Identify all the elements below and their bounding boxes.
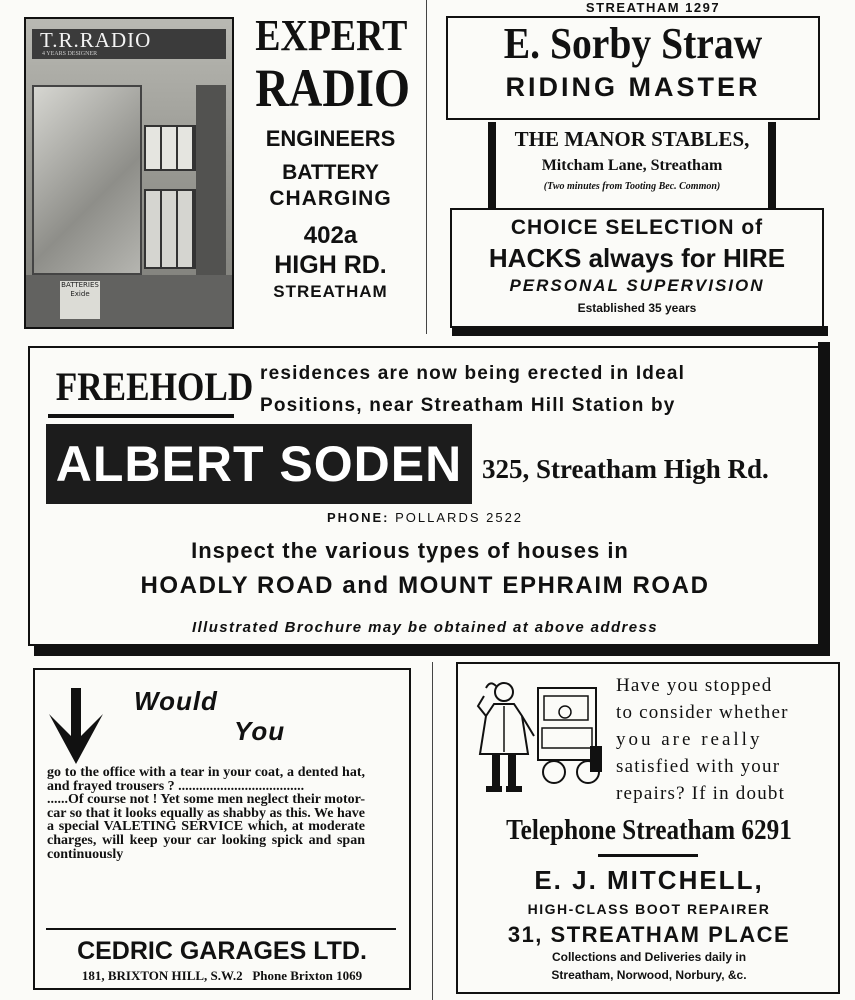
radio-headline-1: EXPERT [255, 11, 408, 60]
garage-company: CEDRIC GARAGES LTD. [77, 937, 367, 965]
window-panes [144, 125, 196, 171]
radio-battery: BATTERY [282, 161, 379, 184]
freehold-phone-label: PHONE: [326, 510, 390, 525]
repair-name: E. J. MITCHELL, [534, 865, 764, 895]
riding-phone: STREATHAM 1297 [585, 0, 721, 15]
builder-address: 325, Streatham High Rd. [482, 454, 769, 484]
repair-telephone: Telephone Streatham 6291 [506, 815, 792, 846]
repair-delivery-1: Collections and Deliveries daily in [551, 950, 747, 964]
repair-question-line: repairs? If in doubt [616, 783, 786, 804]
photo-sign-text: T.R.RADIO [40, 28, 152, 52]
riding-shadow [452, 326, 828, 336]
repair-trade: HIGH-CLASS BOOT REPAIRER [527, 901, 771, 917]
radio-shop-photo [24, 17, 234, 329]
freehold-intro-2: Positions, near Streatham Hill Station by [260, 395, 676, 416]
window-panes-lower [144, 189, 196, 269]
garage-phone: Phone Brixton 1069 [252, 968, 363, 983]
riding-title: RIDING MASTER [505, 72, 761, 102]
radio-address-number: 402a [303, 222, 358, 249]
column-divider-lower [432, 662, 433, 1000]
garage-address-line [36, 966, 408, 986]
column-divider [426, 0, 427, 334]
garage-divider [46, 928, 396, 930]
freehold-phone-value: POLLARDS 2522 [395, 510, 524, 525]
repair-question-line: to consider whether [616, 702, 789, 723]
radio-address-town: STREATHAM [273, 282, 388, 301]
riding-choice: CHOICE SELECTION of [510, 216, 764, 239]
freehold-label-wrap [44, 362, 254, 418]
garage-body-1: go to the office with a tear in your coat, a dented hat, and frayed trousers ? .................................... [47, 765, 365, 794]
riding-name: E. Sorby Straw [503, 19, 763, 68]
riding-hacks: HACKS always for HIRE [488, 243, 786, 273]
man-and-car-illustration [470, 676, 610, 806]
shop-window [32, 85, 142, 275]
repair-question [616, 672, 830, 807]
repair-delivery-2: Streatham, Norwood, Norbury, &c. [551, 968, 747, 982]
radio-ad-text [243, 12, 418, 302]
riding-established: Established 35 years [577, 301, 697, 315]
riding-bar-left [488, 122, 496, 208]
freehold-intro-1: residences are now being erected in Ideal [260, 363, 686, 384]
repair-divider [598, 854, 698, 857]
riding-header-box [446, 16, 820, 120]
garage-you: You [234, 716, 286, 746]
riding-note: (Two minutes from Tooting Bec. Common) [543, 181, 721, 192]
riding-hire-box [450, 208, 824, 328]
battery-card: BATTERIES Exide [60, 281, 100, 319]
riding-top [436, 0, 855, 16]
photo-shop-sign [32, 29, 226, 59]
riding-stables-name: THE MANOR STABLES, [514, 127, 750, 151]
repair-question-line: you are really [616, 729, 763, 750]
freehold-brochure: Illustrated Brochure may be obtained at above address [192, 619, 658, 636]
riding-stables [496, 124, 768, 196]
freehold-inspect: Inspect the various types of houses in [191, 538, 629, 563]
radio-address-road: HIGH RD. [274, 251, 387, 279]
riding-supervision: PERSONAL SUPERVISION [509, 276, 765, 295]
builder-name-banner: ALBERT SODEN [46, 424, 472, 504]
freehold-underline [48, 414, 234, 418]
radio-charging: CHARGING [269, 187, 392, 210]
riding-bar-right [768, 122, 776, 208]
shop-base [26, 275, 234, 329]
freehold-roads: HOADLY ROAD and MOUNT EPHRAIM ROAD [140, 572, 710, 599]
freehold-phone [290, 508, 560, 528]
radio-engineers: ENGINEERS [265, 126, 396, 151]
garage-address: 181, BRIXTON HILL, S.W.2 [81, 968, 243, 983]
garage-body-2: ......Of course not ! Yet some men neglect their motor-car so that it looks equally as shabby as this. We have a special VALETING SERVICE which, at moderate charges, will keep your car looking spick and span continuously [47, 792, 365, 862]
garage-body [47, 766, 365, 861]
photo-sign-small: 4 YEARS DESIGNER [42, 51, 98, 57]
freehold-label: FREEHOLD [55, 364, 254, 409]
repair-question-line: satisfied with your [616, 756, 781, 777]
riding-location: Mitcham Lane, Streatham [541, 157, 723, 174]
down-arrow-icon [48, 688, 104, 764]
repair-address: 31, STREATHAM PLACE [507, 922, 791, 947]
freehold-intro [260, 358, 805, 422]
repair-question-line: Have you stopped [616, 675, 773, 696]
garage-would: Would [134, 686, 218, 716]
radio-headline-2: RADIO [255, 58, 411, 118]
